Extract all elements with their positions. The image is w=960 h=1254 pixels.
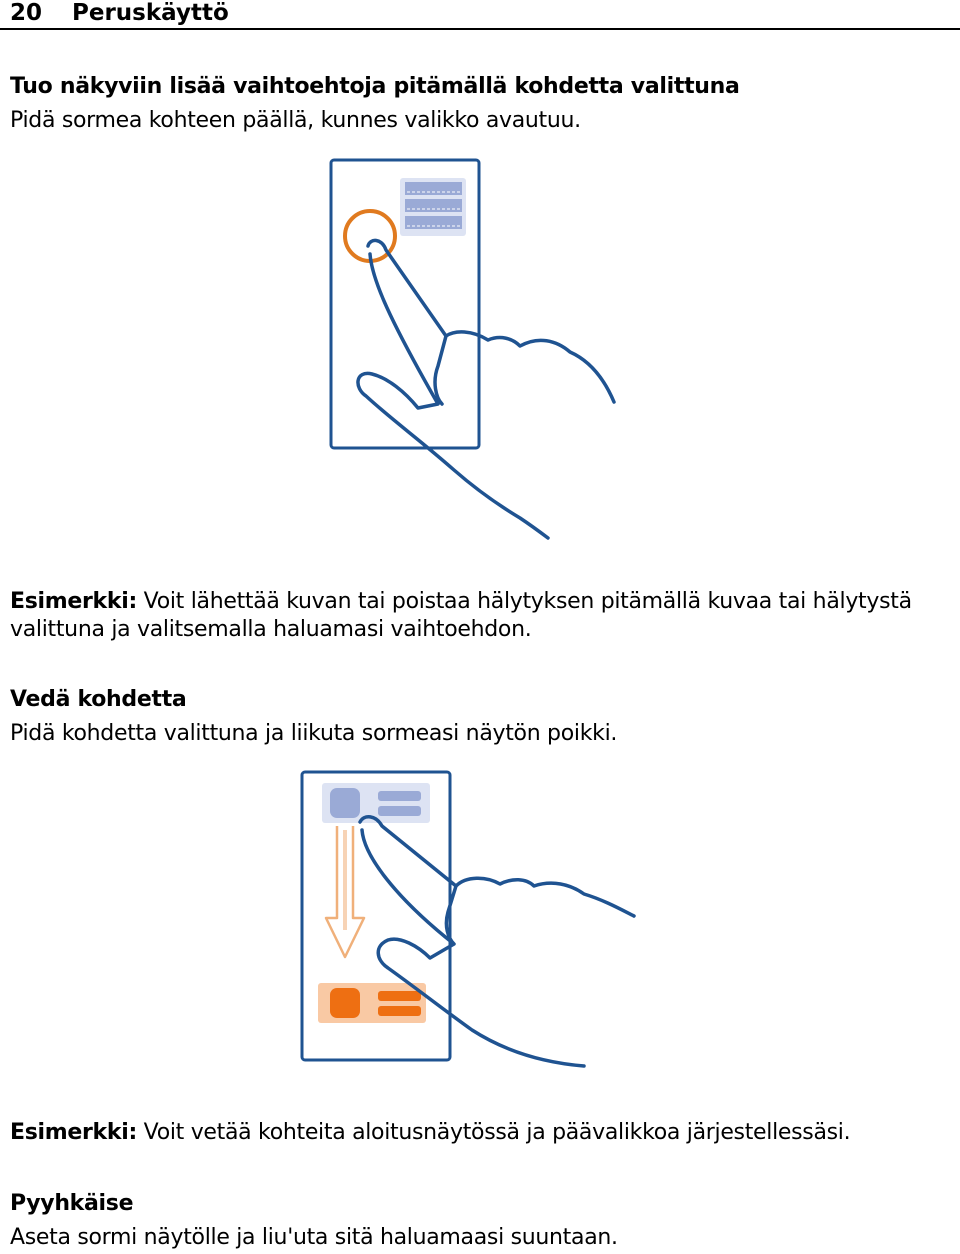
page-header <box>0 0 960 30</box>
phone-outline-2 <box>302 772 450 1060</box>
page-number: 20 <box>10 0 43 26</box>
example-1-text: Voit lähettää kuvan tai poistaa hälytyksen pitämällä kuvaa tai hälytystä <box>136 589 912 614</box>
example-1-line-1 <box>10 588 912 616</box>
section-heading-hold: Tuo näkyviin lisää vaihtoehtoja pitämällä kohdetta valittuna <box>10 74 740 99</box>
target-item <box>318 983 426 1023</box>
section-body-swipe: Aseta sormi näytölle ja liu'uta sitä haluamaasi suuntaan. <box>10 1225 618 1250</box>
section-heading-drag: Vedä kohdetta <box>10 687 187 712</box>
touch-indicator <box>345 211 395 261</box>
drag-arrow <box>326 826 364 957</box>
section-body-hold: Pidä sormea kohteen päällä, kunnes valikko avautuu. <box>10 108 581 133</box>
example-2-line <box>10 1119 850 1147</box>
hand-outline-1 <box>358 240 614 538</box>
source-item <box>322 783 430 823</box>
hand-outline-2 <box>360 817 634 1066</box>
example-label: Esimerkki: <box>10 589 137 614</box>
header-rule <box>0 28 960 30</box>
phone-outline-1 <box>331 160 479 448</box>
section-title: Peruskäyttö <box>72 0 229 26</box>
section-heading-swipe: Pyyhkäise <box>10 1191 134 1216</box>
context-menu <box>400 178 466 236</box>
section-body-drag: Pidä kohdetta valittuna ja liikuta sormeasi näytön poikki. <box>10 721 618 746</box>
example-2-text: Voit vetää kohteita aloitusnäytössä ja päävalikkoa järjestellessäsi. <box>136 1120 851 1145</box>
example-1-line-2: valittuna ja valitsemalla haluamasi vaihtoehdon. <box>10 617 532 642</box>
example-label: Esimerkki: <box>10 1120 137 1145</box>
